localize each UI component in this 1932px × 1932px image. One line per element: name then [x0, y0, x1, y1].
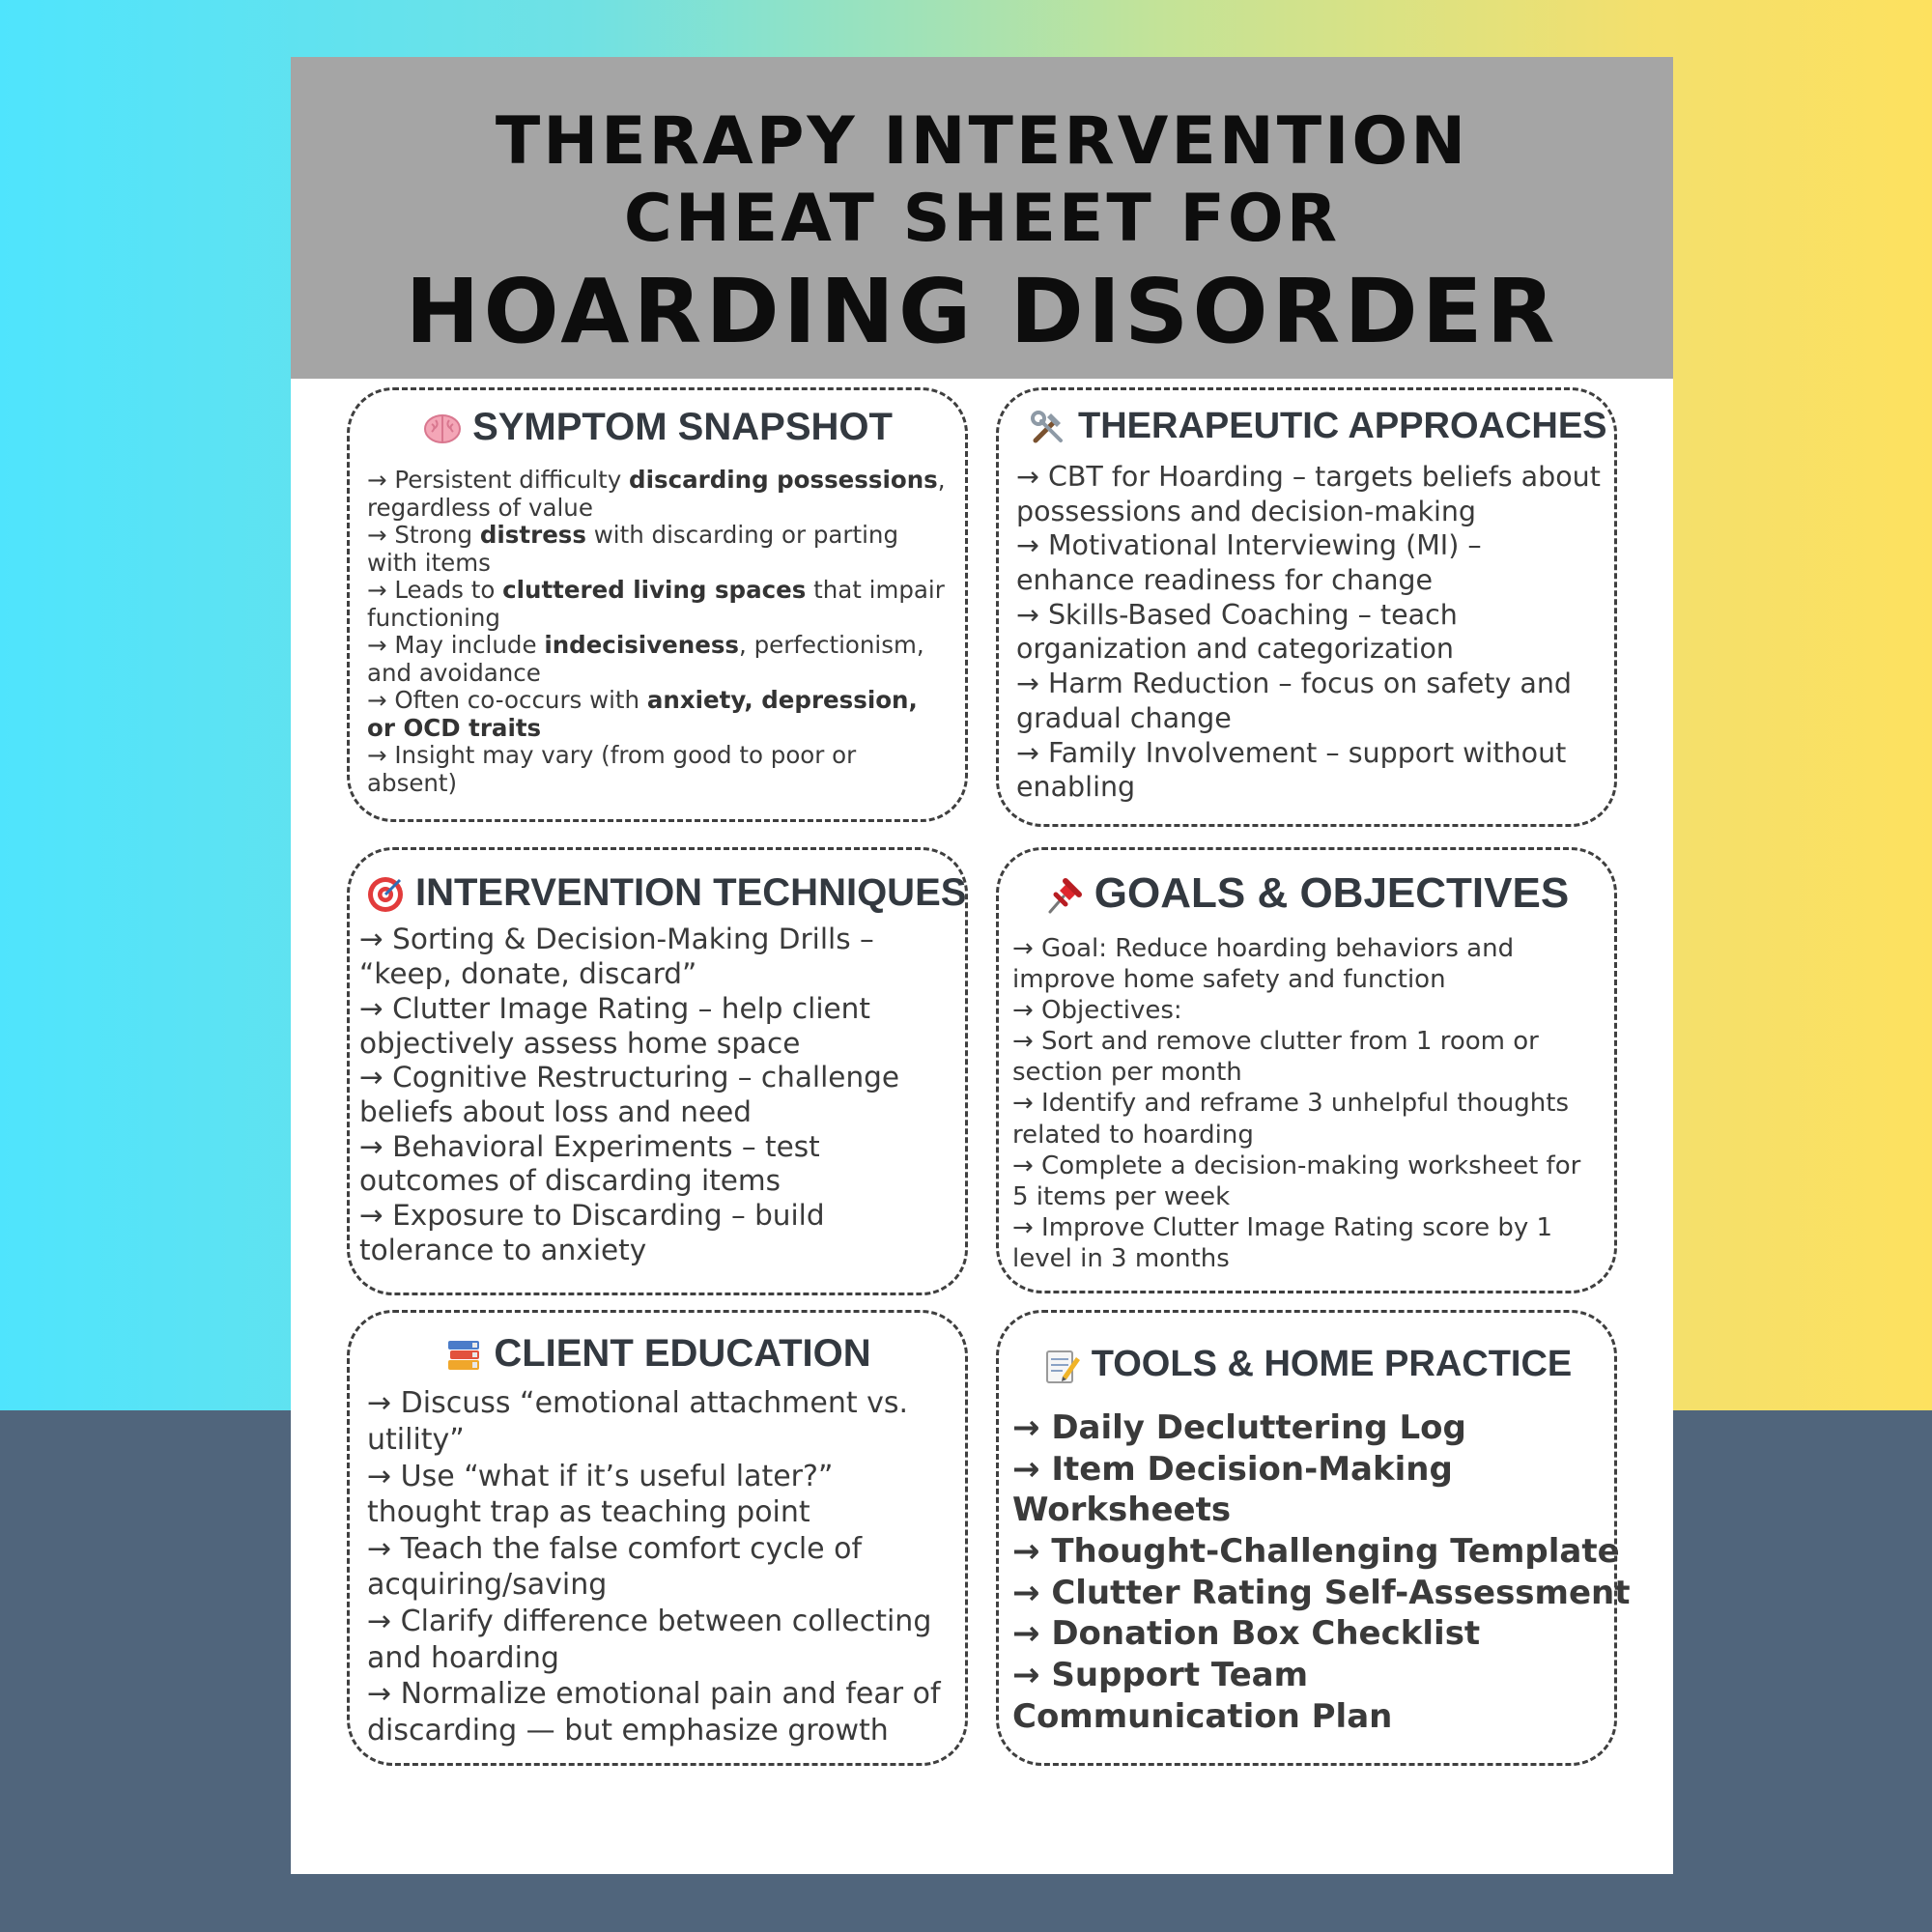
tools-list: [1012, 1407, 1631, 1738]
list-item: → Thought-Challenging Template: [1012, 1532, 1620, 1572]
list-item: → Support Team Communication Plan: [1012, 1656, 1393, 1736]
title-line-1: THERAPY INTERVENTION: [495, 103, 1469, 180]
goals-objectives-card: [996, 847, 1617, 1293]
therapeutic-approaches-card: [996, 387, 1617, 827]
card-heading-text: GOALS & OBJECTIVES: [1094, 869, 1570, 917]
pushpin-icon: [1044, 869, 1085, 918]
list-item: → CBT for Hoarding – targets beliefs about possessions and decision-making: [1016, 460, 1601, 527]
list-item: → Donation Box Checklist: [1012, 1614, 1481, 1654]
card-heading: [350, 871, 965, 915]
target-icon: [365, 871, 406, 915]
tools-home-practice-card: [996, 1310, 1631, 1766]
goals-list: [1012, 933, 1601, 1274]
list-item: → Objectives:: [1012, 996, 1182, 1026]
list-item: → Harm Reduction – focus on safety and gradual change: [1016, 668, 1572, 734]
approaches-list: [1016, 460, 1601, 805]
list-item: → Sort and remove clutter from 1 room or section per month: [1012, 1027, 1539, 1088]
list-item: → Goal: Reduce hoarding behaviors and improve home safety and function: [1012, 934, 1515, 995]
symptom-snapshot-card: [347, 387, 968, 822]
list-item: → Daily Decluttering Log: [1012, 1407, 1466, 1447]
list-item: → Insight may vary (from good to poor or absent): [367, 741, 857, 797]
list-item: → Teach the false comfort cycle of acquiring/saving: [367, 1531, 863, 1603]
education-list: [367, 1385, 952, 1748]
list-item: → Clutter Image Rating – help client objectively assess home space: [359, 991, 870, 1060]
client-education-card: [347, 1310, 968, 1766]
cheat-sheet-page: [291, 57, 1673, 1874]
card-heading-text: INTERVENTION TECHNIQUES: [415, 871, 967, 915]
card-heading-text: SYMPTOM SNAPSHOT: [472, 406, 893, 449]
card-heading-text: TOOLS & HOME PRACTICE: [1091, 1344, 1573, 1385]
techniques-list: [359, 923, 957, 1267]
card-heading: [999, 406, 1614, 448]
card-heading: [350, 1332, 965, 1376]
list-item: → Clutter Rating Self-Assessment: [1012, 1573, 1631, 1612]
list-item: → Exposure to Discarding – build tolerance to anxiety: [359, 1199, 825, 1266]
list-item: → Often co-occurs with anxiety, depression, or OCD traits: [367, 686, 918, 742]
tools-icon: [1028, 406, 1068, 448]
intervention-techniques-card: [347, 847, 968, 1295]
card-heading-text: CLIENT EDUCATION: [494, 1332, 871, 1376]
list-item: → Normalize emotional pain and fear of discarding — but emphasize growth: [367, 1677, 941, 1747]
card-heading: [350, 406, 965, 449]
list-item: → May include indecisiveness, perfectionism, and avoidance: [367, 631, 924, 687]
list-item: → Behavioral Experiments – test outcomes of discarding items: [359, 1129, 820, 1198]
title-line-3: HOARDING DISORDER: [405, 260, 1559, 363]
list-item: → Motivational Interviewing (MI) – enhance readiness for change: [1016, 529, 1482, 597]
list-item: → Clarify difference between collecting and hoarding: [367, 1605, 932, 1675]
list-item: → Family Involvement – support without enabling: [1016, 736, 1567, 804]
title-line-2: CHEAT SHEET FOR: [623, 181, 1341, 257]
list-item: → Cognitive Restructuring – challenge beliefs about loss and need: [359, 1061, 900, 1128]
list-item: → Leads to cluttered living spaces that impair functioning: [367, 576, 945, 632]
card-heading: [999, 869, 1614, 918]
books-icon: [443, 1332, 484, 1376]
brain-icon: [422, 406, 463, 449]
card-heading-text: THERAPEUTIC APPROACHES: [1078, 406, 1607, 447]
list-item: → Improve Clutter Image Rating score by 1 level in 3 months: [1012, 1212, 1553, 1273]
list-item: → Sorting & Decision-Making Drills – “keep, donate, discard”: [359, 923, 874, 991]
list-item: → Use “what if it’s useful later?” thought trap as teaching point: [367, 1459, 834, 1530]
list-item: → Discuss “emotional attachment vs. utility”: [367, 1386, 909, 1458]
symptom-list: [367, 467, 948, 797]
memo-icon: [1041, 1344, 1082, 1386]
list-item: → Item Decision-Making Worksheets: [1012, 1449, 1453, 1530]
list-item: → Identify and reframe 3 unhelpful thoughts related to hoarding: [1012, 1089, 1569, 1150]
list-item: → Persistent difficulty discarding possessions, regardless of value: [367, 466, 946, 522]
list-item: → Skills-Based Coaching – teach organization and categorization: [1016, 598, 1458, 666]
list-item: → Complete a decision-making worksheet for 5 items per week: [1012, 1151, 1581, 1211]
card-heading: [999, 1344, 1614, 1386]
title-banner: [291, 57, 1673, 379]
list-item: → Strong distress with discarding or parting with items: [367, 521, 898, 577]
